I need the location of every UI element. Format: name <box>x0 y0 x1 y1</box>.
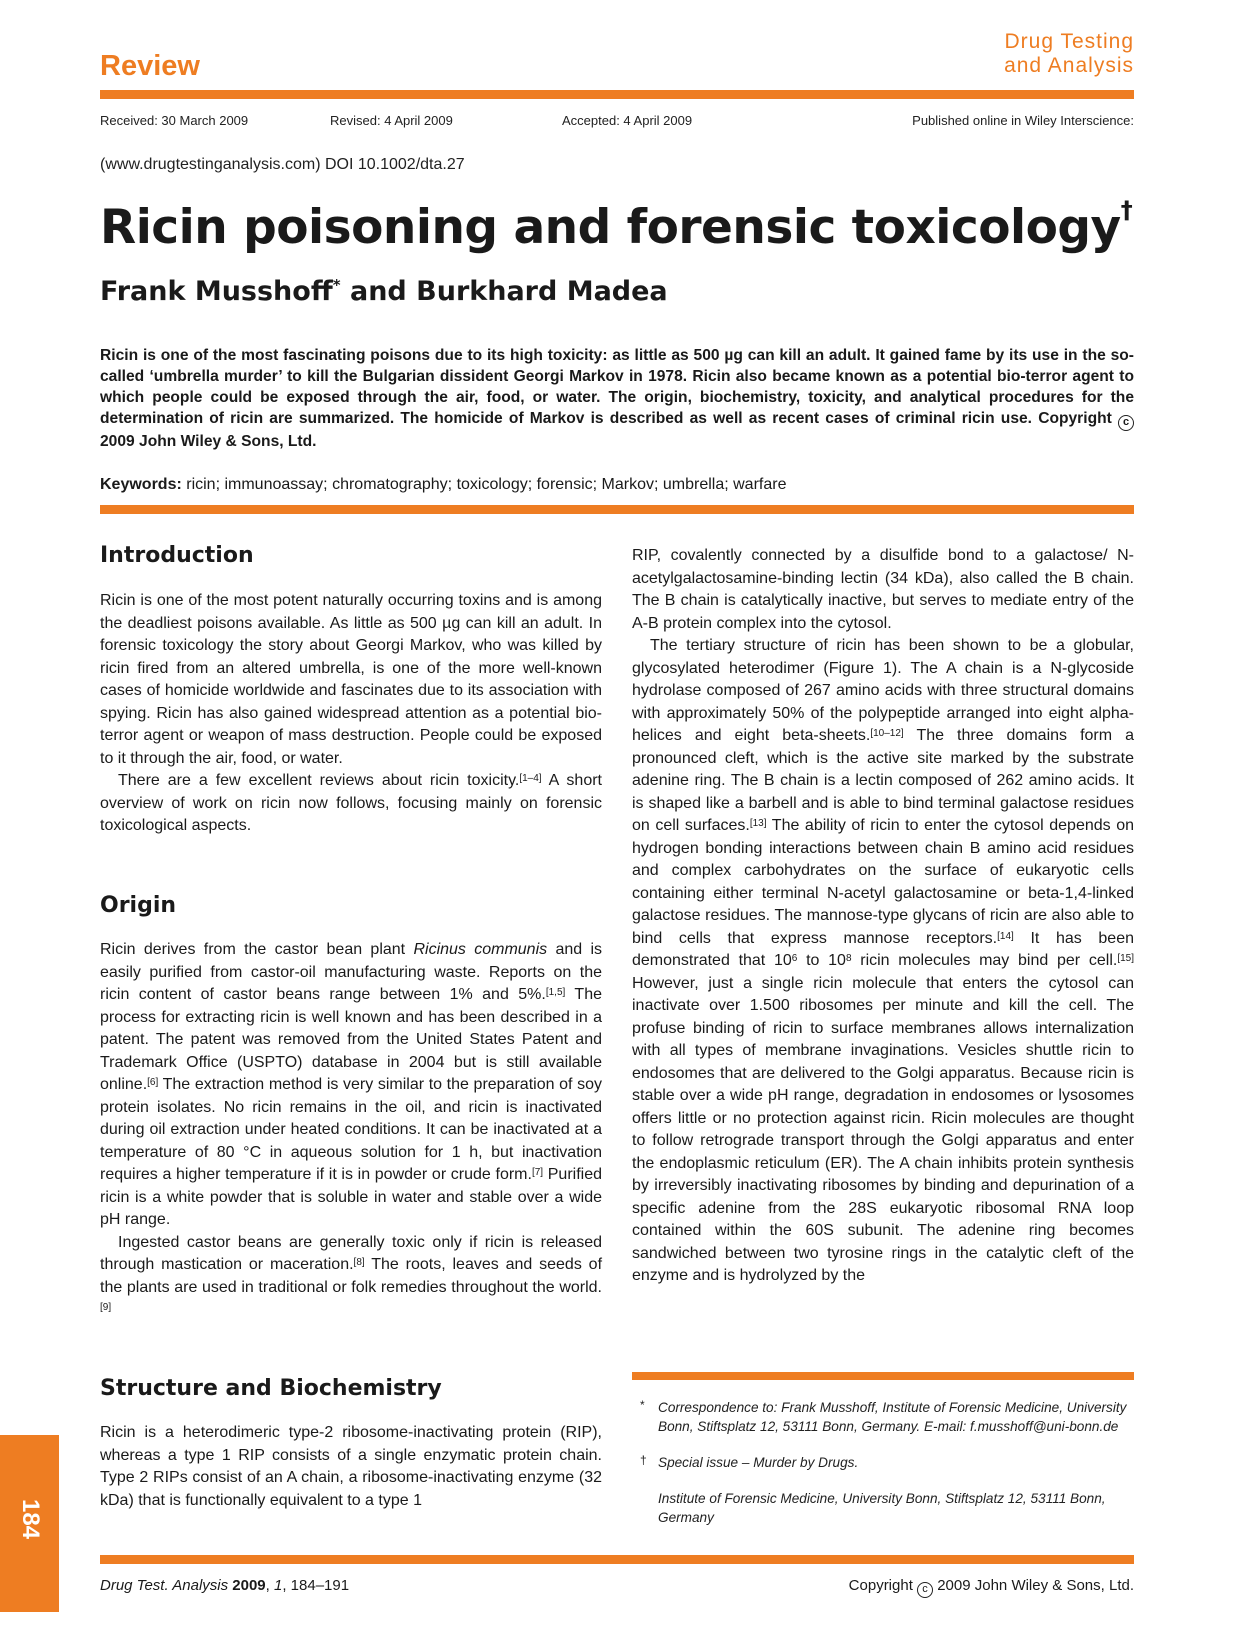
footer-copyright <box>849 1577 1134 1598</box>
author-2: and Burkhard Madea <box>340 276 668 307</box>
body-text: It has been demonstrated that 10 <box>632 929 1135 969</box>
exponent: 8 <box>845 953 852 964</box>
citation-ref[interactable]: [10–12] <box>870 728 904 739</box>
citation-volume: 1 <box>274 1577 283 1594</box>
copyright-text: 2009 John Wiley & Sons, Ltd. <box>933 1577 1134 1594</box>
citation-line <box>100 1577 349 1594</box>
citation-ref[interactable]: [13] <box>749 818 767 829</box>
keywords-list: ricin; immunoassay; chromatography; toxicology; forensic; Markov; umbrella; warfare <box>181 476 787 493</box>
citation-separator: , <box>265 1577 274 1594</box>
origin-paragraph-2 <box>100 1232 602 1322</box>
origin-body <box>100 939 602 1322</box>
section-label: Review <box>100 50 200 82</box>
origin-paragraph-1 <box>100 939 602 1232</box>
origin-text: Ricin derives from the castor bean plant <box>100 941 414 958</box>
institute-footnote <box>632 1489 1134 1527</box>
correspondence-text[interactable]: Correspondence to: Frank Musshoff, Institute of Forensic Medicine, University Bonn, Stiftsplatz 12, 53111 Bonn, Germany. E-mail: f.musshoff@uni-bonn.de <box>658 1400 1127 1434</box>
article-title <box>100 196 1133 255</box>
page-number: 184 <box>17 1498 44 1540</box>
journal-logo-line1: Drug Testing <box>1004 30 1134 53</box>
doi-line[interactable]: (www.drugtestinganalysis.com) DOI 10.1002/dta.27 <box>100 156 465 173</box>
citation-ref[interactable]: [15] <box>1117 953 1135 964</box>
structure-paragraph-1: Ricin is a heterodimeric type-2 ribosome-inactivating protein (RIP), whereas a type 1 RIP consists of a single enzymatic protein chain. Type 2 RIPs consist of an A chain, a ribosome-inactivating enzyme (32 kDa) that is functionally equivalent to a type 1 <box>100 1424 602 1509</box>
body-text: The tertiary structure of ricin has been shown to be a globular, glycosylated heterodimer (Figure 1). The A chain is a N-glycoside hydrolase composed of 267 amino acids with three structural domains with approximately 50% of the polypeptide arranged into eight alpha-helices and eight beta-sheets. <box>632 637 1134 744</box>
author-list <box>100 276 668 307</box>
author-mark: * <box>332 276 341 294</box>
header-divider <box>100 90 1134 99</box>
journal-name: Drug Test. Analysis <box>100 1577 229 1594</box>
intro-paragraph-1: Ricin is one of the most potent naturally occurring toxins and is among the deadliest poisons available. As little as 500 µg can kill an adult. In forensic toxicology the story about Georgi Markov, who was killed by ricin fired from an altered umbrella, is one of the more well-known cases of homicide worldwide and fascinates due to its association with spying. Ricin has also gained widespread attention as a potential bio-terror agent or weapon of mass destruction. People could be exposed to it through the air, food, or water. <box>100 592 602 767</box>
body-text: ricin molecules may bind per cell. <box>851 952 1118 969</box>
introduction-heading: Introduction <box>100 543 254 568</box>
origin-text: The extraction method is very similar to the preparation of soy protein isolates. No ricin remains in the oil, and ricin is inactivated during oil extraction under heated conditions. It can be inactivated at a temperature of 80 °C in aqueous solution for 1 h, but inactivation requires a higher temperature if it is in powder or crude form. <box>100 1076 602 1183</box>
copyright-text: Copyright <box>848 1577 918 1594</box>
origin-heading: Origin <box>100 893 177 918</box>
footnote-mark: * <box>640 1398 645 1412</box>
special-issue-text: Special issue – Murder by Drugs. <box>658 1455 859 1470</box>
citation-year: 2009 <box>228 1577 266 1594</box>
footer-divider <box>100 1555 1134 1564</box>
received-date: Received: 30 March 2009 <box>100 113 249 128</box>
citation-ref[interactable]: [9] <box>100 1302 112 1313</box>
published-date: Published online in Wiley Interscience: <box>912 113 1134 128</box>
abstract-divider <box>100 505 1134 514</box>
keywords-label: Keywords: <box>100 476 182 493</box>
title-text: Ricin poisoning and forensic toxicology <box>100 200 1121 255</box>
footnotes <box>632 1398 1134 1544</box>
citation-ref[interactable]: [6] <box>147 1077 159 1088</box>
citation-ref[interactable]: [8] <box>353 1257 365 1268</box>
origin-text: Purified ricin is a white powder that is soluble in water and stable over a wide pH range. <box>100 1166 602 1228</box>
revised-date: Revised: 4 April 2009 <box>330 113 453 128</box>
footnote-mark: † <box>640 1453 647 1467</box>
journal-logo <box>934 30 1134 78</box>
special-issue-footnote <box>632 1453 1134 1472</box>
species-name: Ricinus communis <box>413 941 548 958</box>
exponent: 6 <box>791 953 798 964</box>
institute-text: Institute of Forensic Medicine, University Bonn, Stiftsplatz 12, 53111 Bonn, Germany <box>658 1491 1106 1525</box>
right-paragraph-2 <box>632 635 1134 1288</box>
introduction-body <box>100 590 602 838</box>
body-text: The ability of ricin to enter the cytosol depends on hydrogen bonding interactions between chain B amino acid residues and complex carbohydrates on the surface of eukaryotic cells containing either terminal N-acetyl galactosamine or beta-1,4-linked galactose residues. The mannose-type glycans of ricin are also able to bind cells that express mannose receptors. <box>632 817 1135 947</box>
footnote-divider <box>632 1372 1134 1380</box>
abstract-text: Ricin is one of the most fascinating poisons due to its high toxicity: as little as 500 µg can kill an adult. It gained fame by its use in the so-called ‘umbrella murder’ to kill the Bulgarian dissident Georgi Markov in 1978. Ricin also became known as a potential bio-terror agent to which people could be exposed through the air, food, or water. The origin, biochemistry, toxicity, and analytical procedures for the determination of ricin are summarized. The homicide of Markov is described as well as recent cases of criminal ricin use. Copyright <box>100 347 1134 427</box>
origin-text: The process for extracting ricin is well known and has been described in a patent. The patent was removed from the United States Patent and Trademark Office (USPTO) database in 2004 but is still available online. <box>100 986 603 1093</box>
intro-p2-text: There are a few excellent reviews about ricin toxicity. <box>118 772 520 789</box>
structure-body <box>100 1422 602 1512</box>
abstract <box>100 345 1134 452</box>
author-1: Frank Musshoff <box>100 276 333 307</box>
copyright-symbol: c <box>917 1582 933 1598</box>
title-dagger: † <box>1120 196 1133 224</box>
origin-text: and is easily purified from castor-oil manufacturing waste. Reports on the ricin content of castor beans range between 1% and 5%. <box>100 941 603 1003</box>
intro-paragraph-2 <box>100 770 602 838</box>
body-text: The three domains form a pronounced cleft, which is the active site marked by the substrate adenine ring. The B chain is a lectin composed of 262 amino acids. It is shaped like a barbell and is able to bind terminal galactose residues on cell surfaces. <box>632 727 1134 834</box>
intro-p2-text: A short overview of work on ricin now follows, focusing mainly on forensic toxicological aspects. <box>100 772 602 834</box>
right-paragraph-1: RIP, covalently connected by a disulfide bond to a galactose/ N-acetylgalactosamine-binding lectin (34 kDa), also called the B chain. The B chain is catalytically inactive, but serves to mediate entry of the A-B protein complex into the cytosol. <box>632 547 1134 632</box>
right-column-body <box>632 545 1134 1288</box>
accepted-date: Accepted: 4 April 2009 <box>562 113 693 128</box>
citation-ref[interactable]: [7] <box>531 1167 544 1178</box>
body-text: to 10 <box>797 952 846 969</box>
journal-logo-line2: and Analysis <box>1004 54 1134 77</box>
origin-text: Ingested castor beans are generally toxic only if ricin is released through mastication or maceration. <box>100 1233 602 1273</box>
structure-heading: Structure and Biochemistry <box>100 1376 442 1401</box>
citation-pages: , 184–191 <box>282 1577 350 1594</box>
origin-text: The roots, leaves and seeds of the plants are used in traditional or folk remedies throughout the world. <box>100 1256 603 1296</box>
keywords <box>100 476 786 494</box>
copyright-symbol: c <box>1118 415 1134 431</box>
citation-ref[interactable]: [14] <box>997 930 1014 942</box>
abstract-copyright: 2009 John Wiley & Sons, Ltd. <box>100 433 317 450</box>
citation-ref[interactable]: [1,5] <box>545 987 566 998</box>
body-text: However, just a single ricin molecule that enters the cytosol can inactivate over 1.500 ribosomes per minute and kill the cell. The profuse binding of ricin to surface membranes allows internalization with all types of membrane invaginations. Vesicles shuttle ricin to endosomes that are delivered to the Golgi apparatus. Because ricin is stable over a wide pH range, degradation in endosomes or lysosomes offers little or no protection against ricin. Ricin molecules are thought to follow retrograde transport through the Golgi apparatus and enter the endoplasmic reticulum (ER). The A chain inhibits protein synthesis by irreversibly inactivating ribosomes by binding and depurination of a specific adenine from the 28S eukaryotic ribosomal RNA loop contained within the 60S subunit. The adenine ring becomes sandwiched between two tyrosine rings in the catalytic cleft of the enzyme and is hydrolyzed by the <box>632 974 1134 1284</box>
citation-ref[interactable]: [1–4] <box>519 773 542 784</box>
correspondence-footnote <box>632 1398 1134 1436</box>
